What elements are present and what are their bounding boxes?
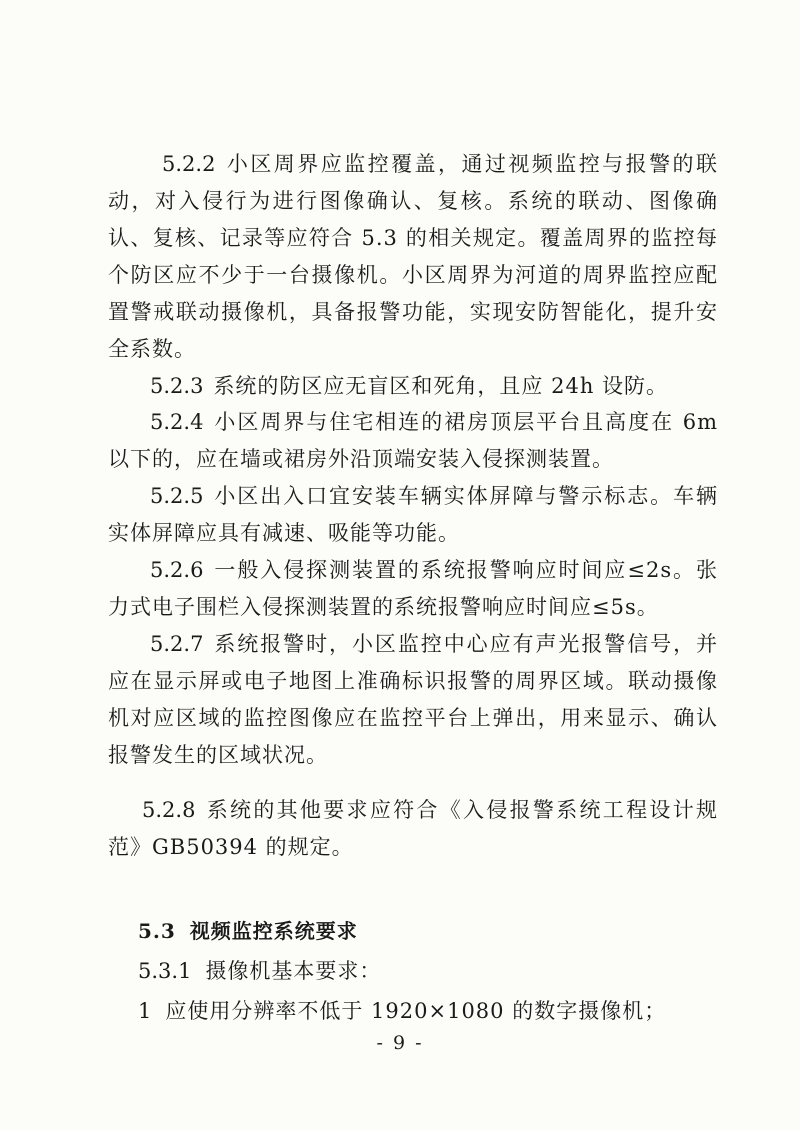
- section-number: 5.3: [138, 919, 176, 943]
- clause-number: 5.2.5: [150, 484, 204, 508]
- clause-number: 5.2.4: [150, 410, 204, 434]
- clause-text: 系统报警时，小区监控中心应有声光报警信号，并应在显示屏或电子地图上准确标识报警的周界区域。联动摄像机对应区域的监控图像应在监控平台上弹出，用来显示、确认报警发生的区域状况。: [108, 632, 718, 767]
- subclause-number: 5.3.1: [138, 959, 192, 983]
- clause-5-2-2: [108, 146, 718, 368]
- section-heading: [138, 913, 358, 949]
- clause-text: 小区周界与住宅相连的裙房顶层平台且高度在 6m 以下的，应在墙或裙房外沿顶端安装入侵探测装置。: [108, 410, 718, 471]
- clause-text: 小区周界应监控覆盖，通过视频监控与报警的联动，对入侵行为进行图像确认、复核。系统的联动、图像确认、复核、记录等应符合 5.3 的相关规定。覆盖周界的监控每个防区应不少于一台摄像机。小区周界为河道的周界监控应配置警戒联动摄像机，具备报警功能，实现安防智能化，提升安全系数。: [108, 152, 718, 361]
- list-item-text: 应使用分辨率不低于 1920×1080 的数字摄像机；: [165, 999, 667, 1023]
- list-item: [138, 993, 666, 1029]
- clause-text: 小区出入口宜安装车辆实体屏障与警示标志。车辆实体屏障应具有减速、吸能等功能。: [108, 484, 718, 545]
- page-number: - 9 -: [376, 1032, 424, 1054]
- clause-number: 5.2.6: [150, 558, 204, 582]
- clause-5-2-4: [108, 404, 718, 478]
- clause-5-2-7: [108, 626, 718, 774]
- clause-5-2-6: [108, 552, 718, 626]
- subclause-5-3-1: [138, 953, 381, 989]
- section-title: 视频监控系统要求: [189, 919, 358, 943]
- clause-text: 一般入侵探测装置的系统报警响应时间应≤2s。张力式电子围栏入侵探测装置的系统报警响应时间应≤5s。: [108, 558, 718, 619]
- subclause-text: 摄像机基本要求：: [205, 959, 382, 983]
- clause-text: 系统的防区应无盲区和死角，且应 24h 设防。: [213, 374, 669, 398]
- clause-number: 5.2.8: [142, 798, 196, 822]
- clause-number: 5.2.2: [162, 152, 216, 176]
- clause-number: 5.2.3: [150, 374, 204, 398]
- clause-number: 5.2.7: [150, 632, 204, 656]
- list-item-number: 1: [138, 999, 152, 1023]
- clause-5-2-8: [108, 792, 718, 866]
- clause-5-2-5: [108, 478, 718, 552]
- clause-5-2-3: [108, 368, 718, 405]
- clause-text: 系统的其他要求应符合《入侵报警系统工程设计规范》GB50394 的规定。: [108, 798, 718, 859]
